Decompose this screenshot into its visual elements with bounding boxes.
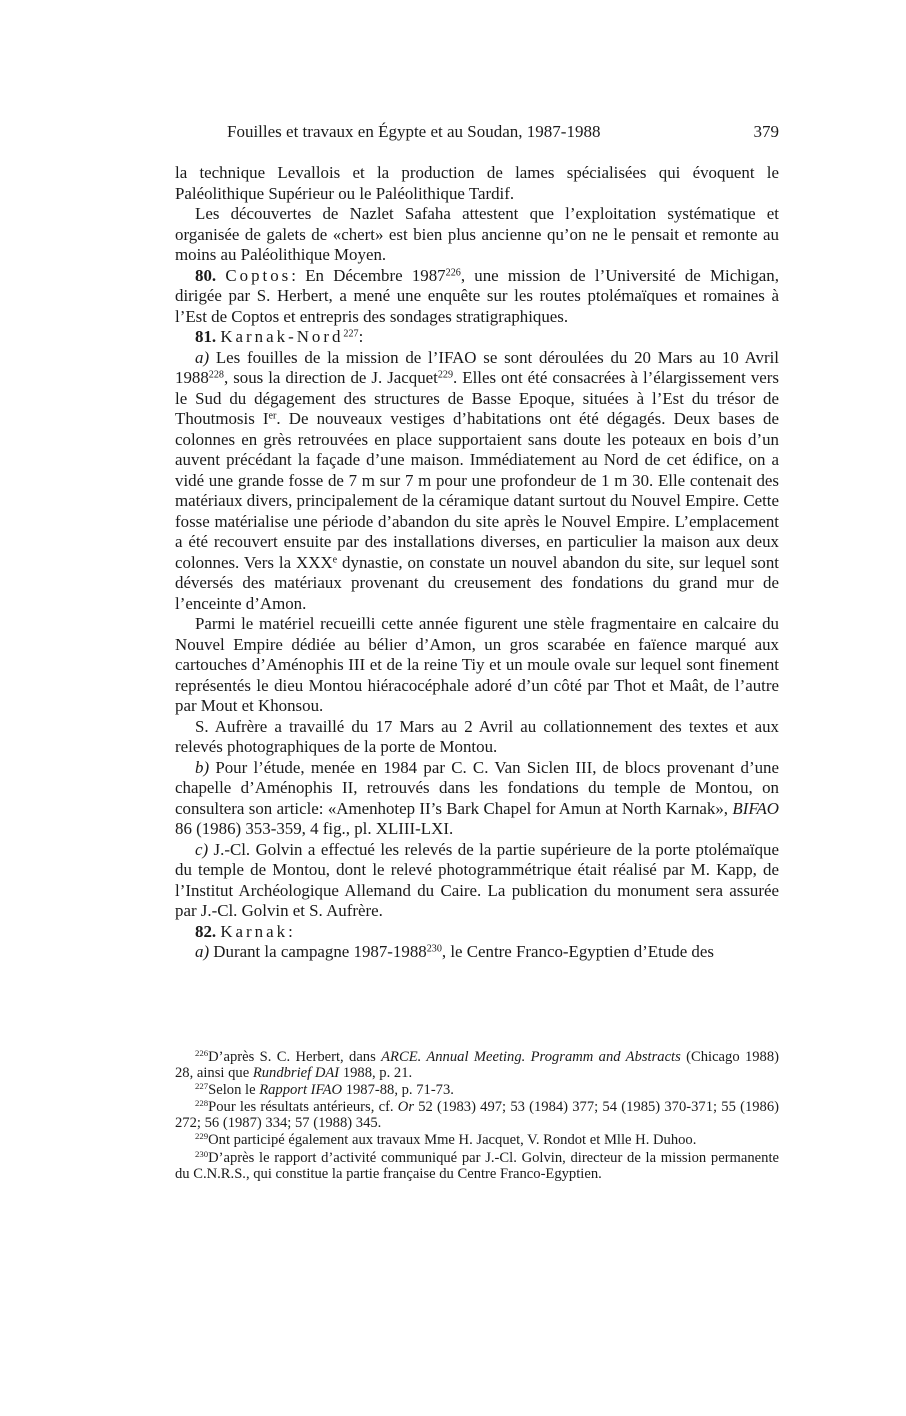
text-run: dynastie, on constate un nouvel abandon du site, sur lequel sont déversés des matériaux provenant du creusement des fondations du grand mur de l’enceinte d’Amon. xyxy=(175,552,779,613)
text-run: Durant la campagne 1987-1988 xyxy=(209,942,427,961)
cited-title: Or xyxy=(397,1099,415,1116)
text-run: Ont participé également aux travaux Mme H. Jacquet, V. Rondot et Mlle H. Duhoo. xyxy=(208,1132,697,1149)
site-name: Karnak xyxy=(220,921,289,941)
body-text xyxy=(175,163,779,963)
text-run: 1988, p. 21. xyxy=(339,1065,413,1082)
paragraph-81a xyxy=(175,348,779,615)
paragraph-82a xyxy=(175,942,779,963)
text-run: . Elles ont été consacrées à l’élargissement vers le Sud du dégagement des structures de Basse Epoque, situées à l’Est du trésor de Thoutmosis I xyxy=(175,368,779,428)
text-run: J.-Cl. Golvin a effectué les relevés de la partie supérieure de la porte ptolémaïque du temple de Montou, dont le relevé photogrammétrique était réalisé par M. Kapp, de l’Institut Archéologique Allemand du Caire. La publication du monument sera assurée par J.-Cl. Golvin et S. Aufrère. xyxy=(175,839,779,920)
paragraph-nazlet-safaha: Les découvertes de Nazlet Safaha attestent que l’exploitation systématique et organisée de galets de «chert» est bien plus ancienne qu’on ne le pensait et remonte au moins au Paléolithique Moyen. xyxy=(175,204,779,264)
section-number: 80. xyxy=(195,265,217,285)
text-run: Pour les résultats antérieurs, cf. xyxy=(208,1099,398,1116)
footnote-number: 229 xyxy=(195,1131,209,1142)
site-name: Coptos xyxy=(225,265,292,285)
page-number: 379 xyxy=(753,122,779,141)
text-run: 86 (1986) 353-359, 4 fig., pl. XLIII-LXI. xyxy=(175,819,454,838)
section-number: 81. xyxy=(195,327,217,346)
footnote-ref: 228 xyxy=(208,369,224,381)
cited-title: Rundbrief DAI xyxy=(252,1065,340,1082)
footnote-number: 230 xyxy=(195,1148,209,1159)
superscript: e xyxy=(332,553,338,565)
footnote-number: 228 xyxy=(195,1098,209,1109)
paragraph-81b xyxy=(175,758,779,840)
footnote-ref: 227 xyxy=(343,328,359,340)
paragraph-continuation: la technique Levallois et la production de lames spécialisées qui évoquent le Paléolithique Supérieur ou le Paléolithique Tardif. xyxy=(175,163,779,203)
item-label: c) xyxy=(195,839,209,859)
running-title: Fouilles et travaux en Égypte et au Soudan, 1987-1988 xyxy=(227,122,601,141)
footnotes xyxy=(175,1049,779,1183)
text-run: : xyxy=(358,327,364,346)
site-name: Karnak-Nord xyxy=(220,327,344,346)
paragraph-81c xyxy=(175,840,779,922)
footnote-ref: 229 xyxy=(437,369,454,381)
footnote-number: 227 xyxy=(195,1081,209,1092)
text-run: Pour l’étude, menée en 1984 par C. C. Van Siclen III, de blocs provenant d’une chapelle d’Aménophis II, retrouvés dans les fondations du temple de Montou, on consultera son article: «Amenhotep II’s Bark Chapel for Amun at North Karnak», xyxy=(175,757,779,818)
section-80-coptos xyxy=(175,266,779,328)
footnote-number: 226 xyxy=(195,1048,209,1059)
section-82-heading xyxy=(175,922,779,943)
item-label: a) xyxy=(195,347,210,367)
text-run: : En Décembre 1987 xyxy=(291,265,446,285)
text-run: : xyxy=(288,921,293,941)
text-run: 52 (1983) 497; 53 (1984) 377; 54 (1985) 370-371; 55 (1986) 272; 56 (1987) 334; 57 (1988) 345. xyxy=(175,1099,779,1132)
paragraph-aufrere: S. Aufrère a travaillé du 17 Mars au 2 Avril au collationnement des textes et aux relevés photographiques de la porte de Montou. xyxy=(175,716,779,756)
section-81-heading xyxy=(175,327,779,348)
text-run: 1987-88, p. 71-73. xyxy=(342,1082,454,1099)
item-label: a) xyxy=(195,942,210,961)
text-run: D’après le rapport d’activité communiqué par J.-Cl. Golvin, directeur de la mission permanente du C.N.R.S., qui constitue la partie française du Centre Franco-Egyptien. xyxy=(175,1149,779,1182)
superscript: er xyxy=(268,410,277,422)
cited-title: ARCE. Annual Meeting. Programm and Abstracts xyxy=(381,1049,681,1065)
text-run: , le Centre Franco-Egyptien d’Etude des xyxy=(441,942,714,961)
footnote-226 xyxy=(175,1049,779,1081)
text-run: . De nouveaux vestiges d’habitations ont été dégagés. Deux bases de colonnes en grès retrouvées en place supportaient sans doute les poteaux en bois d’un auvent précédant la façade d’une maison. Immédiatement au Nord de cet édifice, on a vidé une grande fosse de 7 m sur 7 m pour une profondeur de 1 m 30. Elle contenait des matériaux divers, principalement de la céramique datant surtout du Nouvel Empire. Cette fosse matérialise une période d’abandon du site après le Nouvel Empire. L’emplacement a été recouvert ensuite par des installations diverses, en particulier la maison aux deux colonnes. Vers la XXX xyxy=(175,409,780,572)
footnote-ref: 230 xyxy=(426,943,442,955)
section-number: 82. xyxy=(195,921,217,941)
text-run: Selon le xyxy=(208,1082,260,1099)
item-label: b) xyxy=(195,757,210,777)
text-run: , une mission de l’Université de Michigan, dirigée par S. Herbert, a mené une enquête sur les routes ptolémaïques et romaines à l’Est de Coptos et entrepris des sondages stratigraphiques. xyxy=(175,265,779,326)
paragraph-materiel: Parmi le matériel recueilli cette année figurent une stèle fragmentaire en calcaire du Nouvel Empire dédiée au bélier d’Amon, un gros scarabée en faïence marqué aux cartouches d’Aménophis III et de la reine Tiy et un moule ovale sur lequel sont finement représentés le dieu Montou hiéracocéphale adoré d’un côté par Thot et Maât, de l’autre par Mout et Khonsou. xyxy=(175,614,779,715)
text-run: Les fouilles de la mission de l’IFAO se sont déroulées du 20 Mars au 10 Avril 1988 xyxy=(175,347,779,387)
footnote-229 xyxy=(175,1132,779,1148)
text-run: D’après S. C. Herbert, dans xyxy=(208,1049,382,1065)
footnote-230 xyxy=(175,1150,779,1182)
footnote-ref: 226 xyxy=(445,266,461,278)
journal-title: BIFAO xyxy=(732,798,779,818)
text-run: (Chicago 1988) 28, ainsi que xyxy=(175,1049,780,1082)
footnote-228 xyxy=(175,1099,779,1131)
footnote-227 xyxy=(175,1082,779,1098)
text-run: , sous la direction de J. Jacquet xyxy=(223,368,438,387)
cited-title: Rapport IFAO xyxy=(259,1082,343,1099)
